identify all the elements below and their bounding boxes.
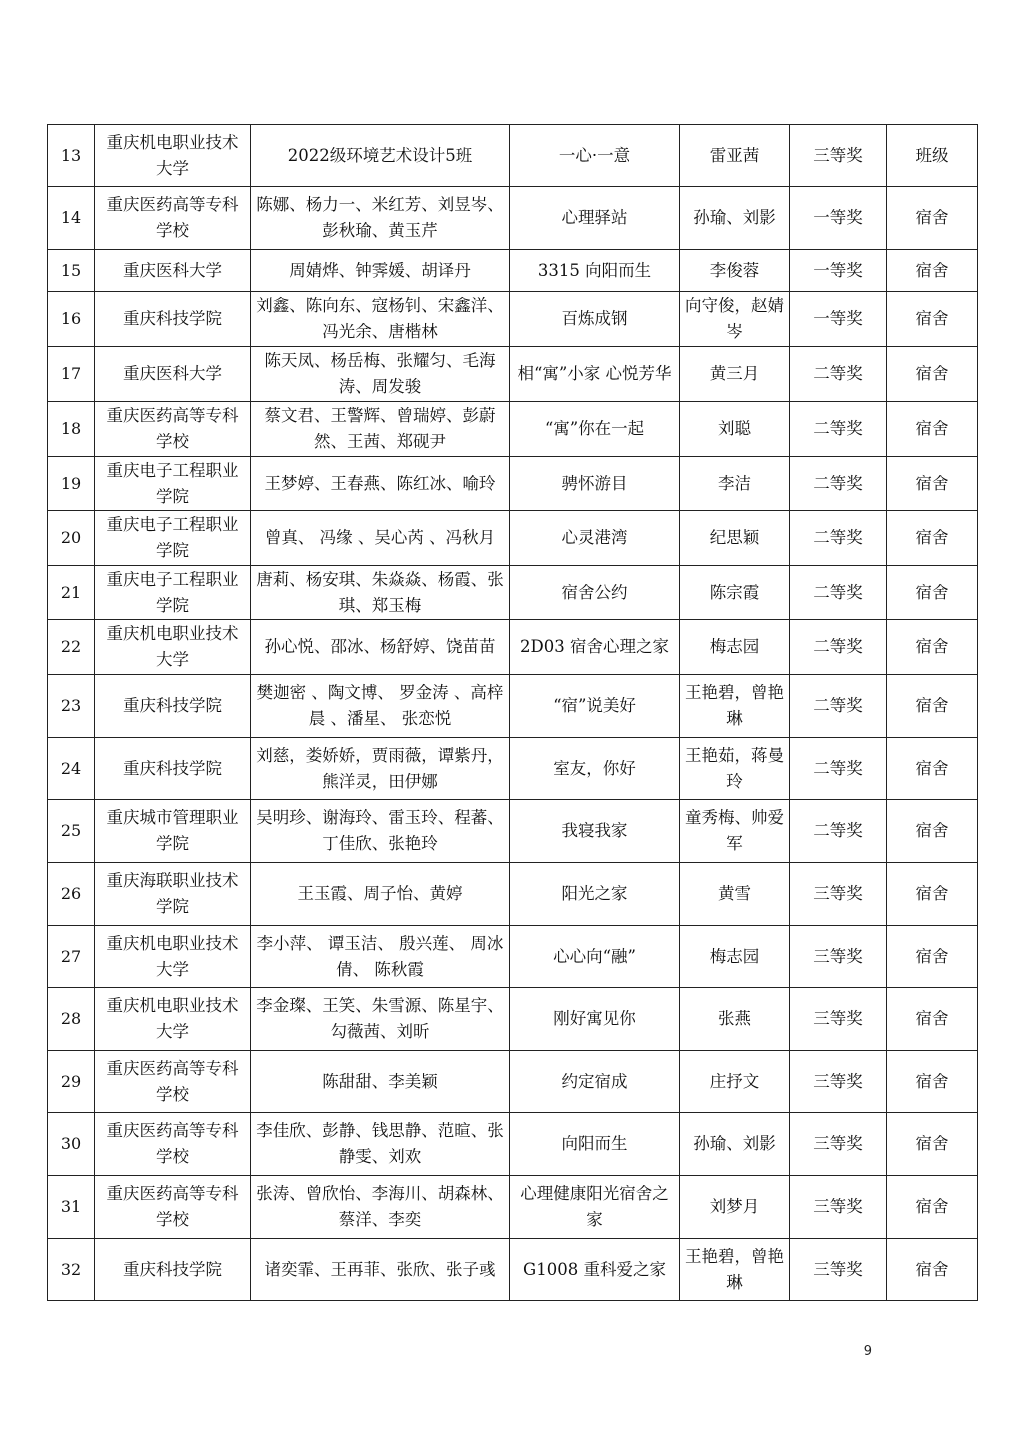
row-number-cell: 21 (48, 566, 95, 620)
table-row (48, 402, 978, 457)
row-number-cell: 14 (48, 187, 95, 250)
teacher-cell: 孙瑜、刘影 (680, 187, 790, 250)
table-row (48, 738, 978, 800)
teacher-cell: 李洁 (680, 457, 790, 511)
members-cell: 蔡文君、王警辉、曾瑞婷、彭蔚然、王茜、郑砚尹 (251, 402, 510, 457)
members-cell: 刘慈，娄娇娇，贾雨薇，谭紫丹，熊洋灵，田伊娜 (251, 738, 510, 800)
work-title-cell: 我寝我家 (510, 800, 680, 863)
category-cell: 宿舍 (887, 800, 978, 863)
school-cell: 重庆机电职业技术大学 (95, 926, 251, 988)
members-cell: 陈天凤、杨岳梅、张耀匀、毛海涛、周发骏 (251, 347, 510, 402)
teacher-cell: 纪思颖 (680, 511, 790, 566)
school-cell: 重庆科技学院 (95, 292, 251, 347)
school-cell: 重庆机电职业技术大学 (95, 125, 251, 187)
school-cell: 重庆科技学院 (95, 738, 251, 800)
award-level-cell: 一等奖 (790, 292, 887, 347)
work-title-cell: 室友，你好 (510, 738, 680, 800)
page-number: 9 (863, 1344, 872, 1359)
school-cell: 重庆电子工程职业学院 (95, 566, 251, 620)
award-level-cell: 二等奖 (790, 566, 887, 620)
award-level-cell: 三等奖 (790, 1113, 887, 1176)
members-cell: 李小萍、 谭玉洁、 殷兴莲、 周冰倩、 陈秋霞 (251, 926, 510, 988)
table-row (48, 800, 978, 863)
members-cell: 吴明珍、谢海玲、雷玉玲、程蕃、丁佳欣、张艳玲 (251, 800, 510, 863)
teacher-cell: 王艳碧，曾艳琳 (680, 1239, 790, 1301)
row-number-cell: 24 (48, 738, 95, 800)
row-number-cell: 25 (48, 800, 95, 863)
members-cell: 李佳欣、彭静、钱思静、范暄、张静雯、刘欢 (251, 1113, 510, 1176)
row-number-cell: 32 (48, 1239, 95, 1301)
category-cell: 宿舍 (887, 926, 978, 988)
award-level-cell: 三等奖 (790, 926, 887, 988)
work-title-cell: 心心向“融” (510, 926, 680, 988)
row-number-cell: 28 (48, 988, 95, 1051)
teacher-cell: 梅志园 (680, 620, 790, 675)
row-number-cell: 26 (48, 863, 95, 926)
school-cell: 重庆科技学院 (95, 675, 251, 738)
category-cell: 宿舍 (887, 250, 978, 292)
teacher-cell: 王艳碧，曾艳琳 (680, 675, 790, 738)
members-cell: 樊迦密 、陶文博、 罗金涛 、高梓晨 、潘星、 张恋悦 (251, 675, 510, 738)
table-row (48, 1113, 978, 1176)
row-number-cell: 13 (48, 125, 95, 187)
school-cell: 重庆医药高等专科学校 (95, 1176, 251, 1239)
award-level-cell: 二等奖 (790, 347, 887, 402)
award-level-cell: 一等奖 (790, 187, 887, 250)
award-level-cell: 三等奖 (790, 1239, 887, 1301)
table-row (48, 250, 978, 292)
school-cell: 重庆医药高等专科学校 (95, 187, 251, 250)
members-cell: 陈甜甜、李美颖 (251, 1051, 510, 1113)
award-level-cell: 三等奖 (790, 1051, 887, 1113)
teacher-cell: 黄雪 (680, 863, 790, 926)
members-cell: 李金璨、王笑、朱雪源、陈星宇、勾薇茜、刘昕 (251, 988, 510, 1051)
work-title-cell: 骋怀游目 (510, 457, 680, 511)
category-cell: 宿舍 (887, 1239, 978, 1301)
category-cell: 宿舍 (887, 511, 978, 566)
row-number-cell: 27 (48, 926, 95, 988)
row-number-cell: 15 (48, 250, 95, 292)
row-number-cell: 19 (48, 457, 95, 511)
teacher-cell: 孙瑜、刘影 (680, 1113, 790, 1176)
award-level-cell: 三等奖 (790, 1176, 887, 1239)
category-cell: 宿舍 (887, 1176, 978, 1239)
award-level-cell: 二等奖 (790, 457, 887, 511)
award-level-cell: 二等奖 (790, 738, 887, 800)
category-cell: 宿舍 (887, 675, 978, 738)
teacher-cell: 王艳茹，蒋曼玲 (680, 738, 790, 800)
work-title-cell: 2D03 宿舍心理之家 (510, 620, 680, 675)
row-number-cell: 31 (48, 1176, 95, 1239)
row-number-cell: 18 (48, 402, 95, 457)
row-number-cell: 29 (48, 1051, 95, 1113)
work-title-cell: 刚好寓见你 (510, 988, 680, 1051)
school-cell: 重庆海联职业技术学院 (95, 863, 251, 926)
members-cell: 周婧烨、钟霁媛、胡译丹 (251, 250, 510, 292)
school-cell: 重庆机电职业技术大学 (95, 988, 251, 1051)
work-title-cell: 百炼成钢 (510, 292, 680, 347)
teacher-cell: 刘梦月 (680, 1176, 790, 1239)
row-number-cell: 23 (48, 675, 95, 738)
row-number-cell: 17 (48, 347, 95, 402)
school-cell: 重庆医药高等专科学校 (95, 1051, 251, 1113)
work-title-cell: G1008 重科爱之家 (510, 1239, 680, 1301)
members-cell: 唐莉、杨安琪、朱焱焱、杨霞、张琪、郑玉梅 (251, 566, 510, 620)
category-cell: 宿舍 (887, 292, 978, 347)
table-row (48, 511, 978, 566)
table-row (48, 292, 978, 347)
category-cell: 宿舍 (887, 566, 978, 620)
table-row (48, 1239, 978, 1301)
members-cell: 王梦婷、王春燕、陈红冰、喻玲 (251, 457, 510, 511)
teacher-cell: 陈宗霞 (680, 566, 790, 620)
teacher-cell: 刘聪 (680, 402, 790, 457)
members-cell: 曾真、 冯缘 、吴心芮 、冯秋月 (251, 511, 510, 566)
table-row (48, 620, 978, 675)
members-cell: 孙心悦、邵冰、杨舒婷、饶苗苗 (251, 620, 510, 675)
work-title-cell: 心理健康阳光宿舍之家 (510, 1176, 680, 1239)
row-number-cell: 22 (48, 620, 95, 675)
work-title-cell: 心灵港湾 (510, 511, 680, 566)
table-row (48, 863, 978, 926)
table-body (48, 125, 978, 1301)
award-level-cell: 二等奖 (790, 511, 887, 566)
category-cell: 宿舍 (887, 187, 978, 250)
teacher-cell: 庄抒文 (680, 1051, 790, 1113)
award-table (47, 124, 978, 1301)
category-cell: 宿舍 (887, 1051, 978, 1113)
school-cell: 重庆电子工程职业学院 (95, 457, 251, 511)
table-row (48, 1051, 978, 1113)
row-number-cell: 16 (48, 292, 95, 347)
members-cell: 陈娜、杨力一、米红芳、刘昱岑、彭秋瑜、黄玉芹 (251, 187, 510, 250)
work-title-cell: 约定宿成 (510, 1051, 680, 1113)
school-cell: 重庆城市管理职业学院 (95, 800, 251, 863)
teacher-cell: 张燕 (680, 988, 790, 1051)
award-level-cell: 二等奖 (790, 800, 887, 863)
category-cell: 班级 (887, 125, 978, 187)
work-title-cell: 心理驿站 (510, 187, 680, 250)
work-title-cell: 向阳而生 (510, 1113, 680, 1176)
work-title-cell: “宿”说美好 (510, 675, 680, 738)
category-cell: 宿舍 (887, 347, 978, 402)
category-cell: 宿舍 (887, 1113, 978, 1176)
category-cell: 宿舍 (887, 988, 978, 1051)
category-cell: 宿舍 (887, 738, 978, 800)
teacher-cell: 向守俊，赵婧岑 (680, 292, 790, 347)
table-row (48, 566, 978, 620)
work-title-cell: 宿舍公约 (510, 566, 680, 620)
work-title-cell: “寓”你在一起 (510, 402, 680, 457)
table-row (48, 926, 978, 988)
table-row (48, 457, 978, 511)
award-level-cell: 二等奖 (790, 402, 887, 457)
teacher-cell: 李俊蓉 (680, 250, 790, 292)
row-number-cell: 20 (48, 511, 95, 566)
table-row (48, 1176, 978, 1239)
award-level-cell: 三等奖 (790, 863, 887, 926)
table-row (48, 187, 978, 250)
award-level-cell: 二等奖 (790, 620, 887, 675)
award-level-cell: 三等奖 (790, 988, 887, 1051)
award-level-cell: 一等奖 (790, 250, 887, 292)
table-row (48, 125, 978, 187)
work-title-cell: 3315 向阳而生 (510, 250, 680, 292)
work-title-cell: 相“寓”小家 心悦芳华 (510, 347, 680, 402)
teacher-cell: 童秀梅、帅爱军 (680, 800, 790, 863)
school-cell: 重庆医科大学 (95, 347, 251, 402)
table-row (48, 347, 978, 402)
members-cell: 刘鑫、陈向东、寇杨钊、宋鑫洋、冯光余、唐楷林 (251, 292, 510, 347)
members-cell: 诸奕霏、王再菲、张欣、张子彧 (251, 1239, 510, 1301)
row-number-cell: 30 (48, 1113, 95, 1176)
work-title-cell: 一心·一意 (510, 125, 680, 187)
members-cell: 2022级环境艺术设计5班 (251, 125, 510, 187)
members-cell: 王玉霞、周子怡、黄婷 (251, 863, 510, 926)
school-cell: 重庆医科大学 (95, 250, 251, 292)
category-cell: 宿舍 (887, 402, 978, 457)
teacher-cell: 雷亚茜 (680, 125, 790, 187)
school-cell: 重庆医药高等专科学校 (95, 402, 251, 457)
table-row (48, 988, 978, 1051)
category-cell: 宿舍 (887, 457, 978, 511)
school-cell: 重庆科技学院 (95, 1239, 251, 1301)
category-cell: 宿舍 (887, 863, 978, 926)
school-cell: 重庆机电职业技术大学 (95, 620, 251, 675)
award-level-cell: 三等奖 (790, 125, 887, 187)
teacher-cell: 梅志园 (680, 926, 790, 988)
table-row (48, 675, 978, 738)
category-cell: 宿舍 (887, 620, 978, 675)
school-cell: 重庆电子工程职业学院 (95, 511, 251, 566)
school-cell: 重庆医药高等专科学校 (95, 1113, 251, 1176)
award-level-cell: 二等奖 (790, 675, 887, 738)
work-title-cell: 阳光之家 (510, 863, 680, 926)
members-cell: 张涛、曾欣怡、李海川、胡森林、蔡洋、李奕 (251, 1176, 510, 1239)
teacher-cell: 黄三月 (680, 347, 790, 402)
